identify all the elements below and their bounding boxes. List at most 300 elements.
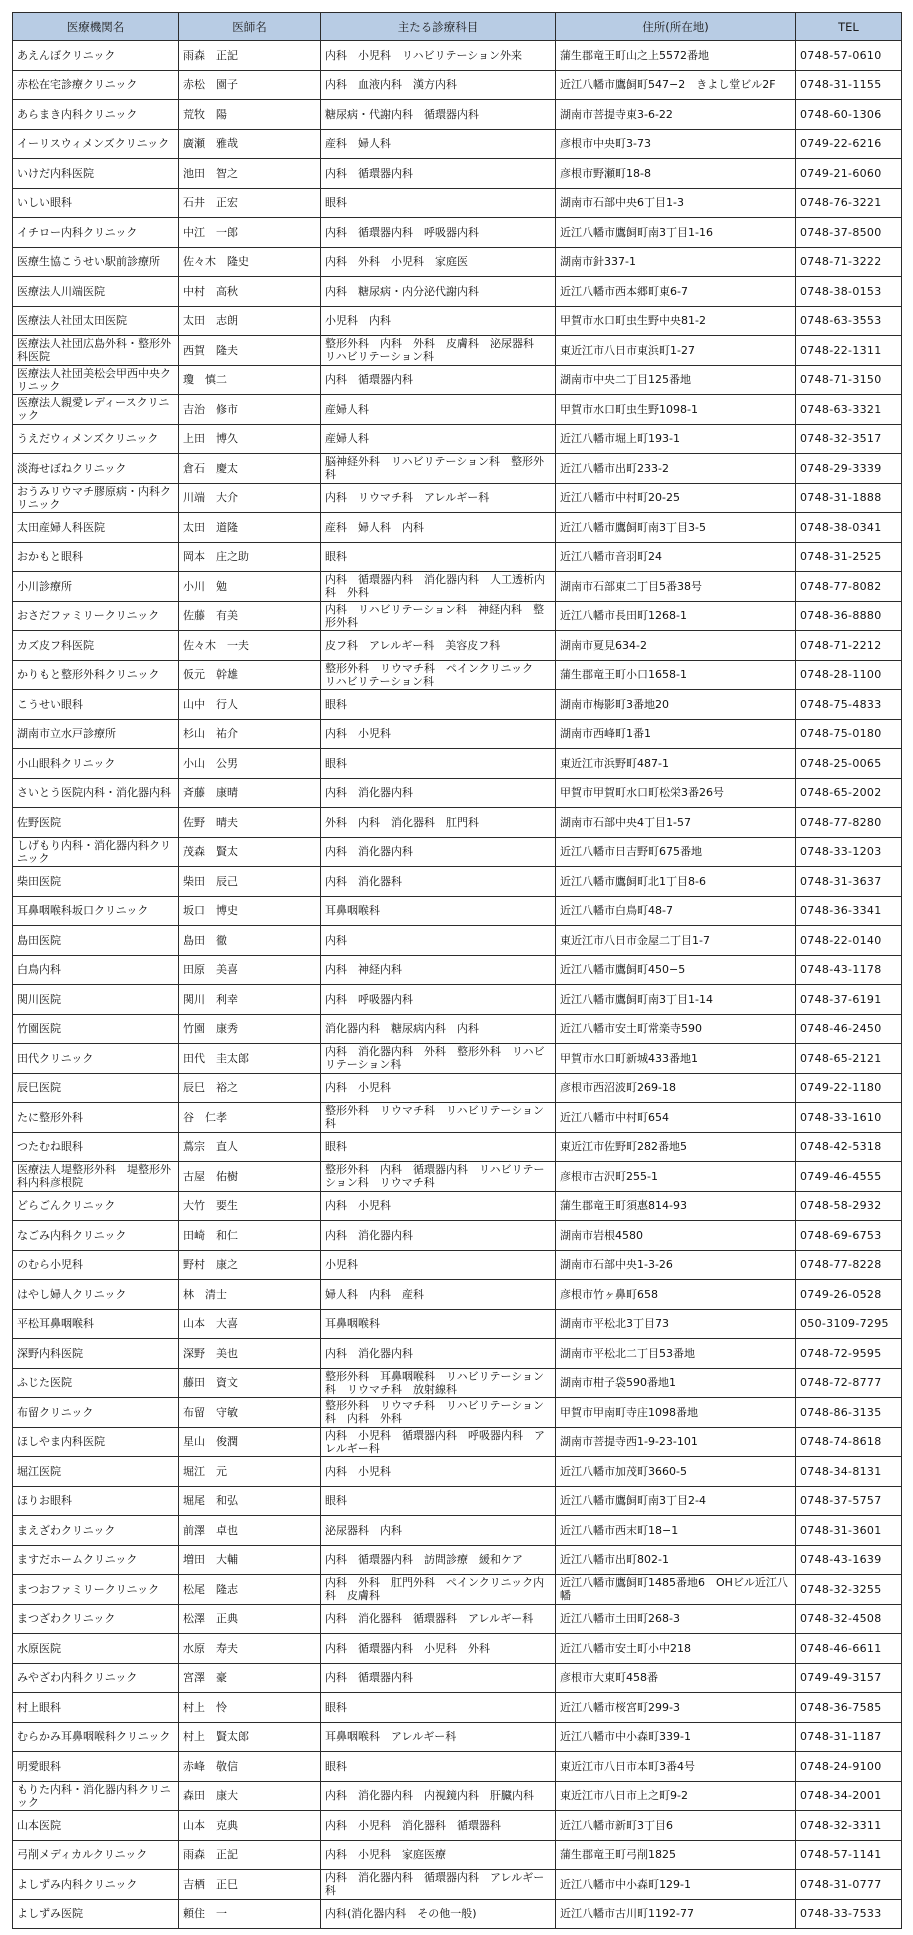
tel-cell: 0748-33-7533 [796, 1899, 902, 1929]
departments-cell: 整形外科 リウマチ科 リハビリテーション科 内科 外科 [321, 1398, 556, 1428]
table-row [13, 778, 902, 808]
facility-name-cell: まつざわクリニック [13, 1604, 179, 1634]
facility-name-cell: もりた内科・消化器内科クリニック [13, 1781, 179, 1811]
tel-cell: 0748-31-2525 [796, 542, 902, 572]
table-row [13, 454, 902, 484]
doctor-name-cell: 池田 智之 [179, 159, 321, 189]
departments-cell: 小児科 内科 [321, 306, 556, 336]
facility-name-cell: ふじた医院 [13, 1368, 179, 1398]
table-row [13, 483, 902, 513]
address-cell: 近江八幡市長田町1268-1 [556, 601, 796, 631]
doctor-name-cell: 吉栖 正巳 [179, 1870, 321, 1900]
tel-cell: 0748-37-6191 [796, 985, 902, 1015]
doctor-name-cell: 島田 徹 [179, 926, 321, 956]
tel-cell: 0748-31-1888 [796, 483, 902, 513]
table-row [13, 100, 902, 130]
facility-name-cell: 柴田医院 [13, 867, 179, 897]
doctor-name-cell: 星山 俊潤 [179, 1427, 321, 1457]
address-cell: 東近江市八日市金屋二丁目1-7 [556, 926, 796, 956]
tel-cell: 0748-43-1639 [796, 1545, 902, 1575]
facility-name-cell: 耳鼻咽喉科坂口クリニック [13, 896, 179, 926]
doctor-name-cell: 竹園 康秀 [179, 1014, 321, 1044]
address-cell: 近江八幡市加茂町3660-5 [556, 1457, 796, 1487]
address-cell: 蒲生郡竜王町山之上5572番地 [556, 41, 796, 71]
doctor-name-cell: 増田 大輔 [179, 1545, 321, 1575]
table-row [13, 1604, 902, 1634]
address-cell: 湖南市中央二丁目125番地 [556, 365, 796, 395]
table-row [13, 867, 902, 897]
doctor-name-cell: 谷 仁孝 [179, 1103, 321, 1133]
address-cell: 彦根市西沼波町269-18 [556, 1073, 796, 1103]
doctor-name-cell: 石井 正宏 [179, 188, 321, 218]
table-row [13, 277, 902, 307]
table-row [13, 542, 902, 572]
departments-cell: 消化器内科 糖尿病内科 内科 [321, 1014, 556, 1044]
tel-cell: 0748-77-8082 [796, 572, 902, 602]
tel-cell: 0748-36-7585 [796, 1693, 902, 1723]
tel-cell: 0748-42-5318 [796, 1132, 902, 1162]
departments-cell: 内科 消化器科 [321, 867, 556, 897]
doctor-name-cell: 野村 康之 [179, 1250, 321, 1280]
tel-cell: 0748-32-4508 [796, 1604, 902, 1634]
tel-cell: 0749-21-6060 [796, 159, 902, 189]
tel-cell: 0748-75-0180 [796, 719, 902, 749]
departments-cell: 脳神経外科 リハビリテーション科 整形外科 [321, 454, 556, 484]
table-row [13, 572, 902, 602]
doctor-name-cell: 深野 美也 [179, 1339, 321, 1369]
facility-name-cell: 布留クリニック [13, 1398, 179, 1428]
address-cell: 近江八幡市出町233-2 [556, 454, 796, 484]
tel-cell: 0748-37-8500 [796, 218, 902, 248]
facility-name-cell: あえんぼクリニック [13, 41, 179, 71]
table-row [13, 1634, 902, 1664]
departments-cell: 内科 消化器内科 [321, 1339, 556, 1369]
facility-name-cell: いしい眼科 [13, 188, 179, 218]
table-row [13, 1368, 902, 1398]
facility-name-cell: イチロー内科クリニック [13, 218, 179, 248]
doctor-name-cell: 佐藤 有美 [179, 601, 321, 631]
table-row [13, 395, 902, 425]
doctor-name-cell: 茂森 賢太 [179, 837, 321, 867]
departments-cell: 眼科 [321, 1486, 556, 1516]
doctor-name-cell: 赤峰 敬信 [179, 1752, 321, 1782]
doctor-name-cell: 柴田 辰己 [179, 867, 321, 897]
departments-cell: 産科 婦人科 内科 [321, 513, 556, 543]
departments-cell: 産婦人科 [321, 424, 556, 454]
departments-cell: 眼科 [321, 690, 556, 720]
table-row [13, 660, 902, 690]
doctor-name-cell: 雨森 正記 [179, 1840, 321, 1870]
facility-name-cell: 小川診療所 [13, 572, 179, 602]
facility-name-cell: ほりお眼科 [13, 1486, 179, 1516]
doctor-name-cell: 田代 圭太郎 [179, 1044, 321, 1074]
tel-cell: 0748-33-1610 [796, 1103, 902, 1133]
doctor-name-cell: 山本 克典 [179, 1811, 321, 1841]
tel-cell: 0748-31-0777 [796, 1870, 902, 1900]
departments-cell: 内科 循環器内科 [321, 1663, 556, 1693]
departments-cell: 内科 循環器内科 [321, 159, 556, 189]
doctor-name-cell: 小山 公男 [179, 749, 321, 779]
doctor-name-cell: 藤田 資文 [179, 1368, 321, 1398]
tel-cell: 0748-38-0341 [796, 513, 902, 543]
table-row [13, 1250, 902, 1280]
address-cell: 近江八幡市安土町常楽寺590 [556, 1014, 796, 1044]
address-cell: 近江八幡市白鳥町48-7 [556, 896, 796, 926]
address-cell: 湖南市石部中央6丁目1-3 [556, 188, 796, 218]
address-cell: 湖南市夏見634-2 [556, 631, 796, 661]
departments-cell: 内科 消化器内科 [321, 778, 556, 808]
departments-cell: 内科 循環器内科 消化器内科 人工透析内科 外科 [321, 572, 556, 602]
doctor-name-cell: 西賀 隆夫 [179, 336, 321, 366]
address-cell: 蒲生郡竜王町弓削1825 [556, 1840, 796, 1870]
address-cell: 近江八幡市日吉野町675番地 [556, 837, 796, 867]
tel-cell: 0748-76-3221 [796, 188, 902, 218]
departments-cell: 整形外科 リウマチ科 リハビリテーション科 [321, 1103, 556, 1133]
doctor-name-cell: 赤松 園子 [179, 70, 321, 100]
doctor-name-cell: 仮元 幹雄 [179, 660, 321, 690]
doctor-name-cell: 村上 賢太郎 [179, 1722, 321, 1752]
departments-cell: 内科 消化器科 循環器科 アレルギー科 [321, 1604, 556, 1634]
doctor-name-cell: 蔦宗 直人 [179, 1132, 321, 1162]
header-departments: 主たる診療科目 [321, 13, 556, 41]
address-cell: 湖南市平松北3丁目73 [556, 1309, 796, 1339]
tel-cell: 0749-22-6216 [796, 129, 902, 159]
departments-cell: 耳鼻咽喉科 [321, 896, 556, 926]
departments-cell: 内科(消化器内科 その他一般) [321, 1899, 556, 1929]
table-row [13, 1516, 902, 1546]
address-cell: 近江八幡市安土町小中218 [556, 1634, 796, 1664]
tel-cell: 0748-71-3222 [796, 247, 902, 277]
doctor-name-cell: 荒牧 陽 [179, 100, 321, 130]
tel-cell: 0748-32-3311 [796, 1811, 902, 1841]
table-row [13, 1398, 902, 1428]
tel-cell: 0748-57-1141 [796, 1840, 902, 1870]
facility-name-cell: 医療法人親愛レディースクリニック [13, 395, 179, 425]
doctor-name-cell: 佐野 晴夫 [179, 808, 321, 838]
table-row [13, 1663, 902, 1693]
table-row [13, 1044, 902, 1074]
table-row [13, 1103, 902, 1133]
table-row [13, 365, 902, 395]
address-cell: 近江八幡市中小森町339-1 [556, 1722, 796, 1752]
doctor-name-cell: 前澤 卓也 [179, 1516, 321, 1546]
tel-cell: 0748-77-8280 [796, 808, 902, 838]
doctor-name-cell: 佐々木 隆史 [179, 247, 321, 277]
table-row [13, 808, 902, 838]
departments-cell: 眼科 [321, 188, 556, 218]
departments-cell: 耳鼻咽喉科 [321, 1309, 556, 1339]
address-cell: 彦根市竹ヶ鼻町658 [556, 1280, 796, 1310]
doctor-name-cell: 中村 高秋 [179, 277, 321, 307]
departments-cell: 内科 神経内科 [321, 955, 556, 985]
departments-cell: 内科 消化器内科 内視鏡内科 肝臓内科 [321, 1781, 556, 1811]
departments-cell: 小児科 [321, 1250, 556, 1280]
doctor-name-cell: 坂口 博史 [179, 896, 321, 926]
table-row [13, 1280, 902, 1310]
departments-cell: 内科 血液内科 漢方内科 [321, 70, 556, 100]
tel-cell: 0748-36-3341 [796, 896, 902, 926]
facility-name-cell: 明愛眼科 [13, 1752, 179, 1782]
facility-name-cell: 田代クリニック [13, 1044, 179, 1074]
facility-name-cell: 水原医院 [13, 1634, 179, 1664]
facility-name-cell: 辰巳医院 [13, 1073, 179, 1103]
facility-name-cell: カズ皮フ科医院 [13, 631, 179, 661]
table-row [13, 926, 902, 956]
table-row [13, 837, 902, 867]
doctor-name-cell: 村上 怜 [179, 1693, 321, 1723]
doctor-name-cell: 中江 一郎 [179, 218, 321, 248]
facility-name-cell: こうせい眼科 [13, 690, 179, 720]
tel-cell: 0748-36-8880 [796, 601, 902, 631]
address-cell: 湖南市石部中央4丁目1-57 [556, 808, 796, 838]
address-cell: 近江八幡市新町3丁目6 [556, 1811, 796, 1841]
address-cell: 甲賀市甲南町寺庄1098番地 [556, 1398, 796, 1428]
tel-cell: 0748-57-0610 [796, 41, 902, 71]
departments-cell: 内科 循環器内科 小児科 外科 [321, 1634, 556, 1664]
tel-cell: 0748-24-9100 [796, 1752, 902, 1782]
doctor-name-cell: 雨森 正記 [179, 41, 321, 71]
facility-name-cell: いけだ内科医院 [13, 159, 179, 189]
tel-cell: 0748-31-1187 [796, 1722, 902, 1752]
address-cell: 湖南市岩根4580 [556, 1221, 796, 1251]
departments-cell: 皮フ科 アレルギー科 美容皮フ科 [321, 631, 556, 661]
table-row [13, 896, 902, 926]
address-cell: 近江八幡市堀上町193-1 [556, 424, 796, 454]
table-body [13, 41, 902, 1929]
clinic-list-sheet [12, 12, 902, 1929]
facility-name-cell: 医療法人堤整形外科 堤整形外科内科彦根院 [13, 1162, 179, 1192]
facility-name-cell: つたむね眼科 [13, 1132, 179, 1162]
doctor-name-cell: 瓊 慎二 [179, 365, 321, 395]
table-row [13, 188, 902, 218]
doctor-name-cell: 山中 行人 [179, 690, 321, 720]
facility-name-cell: おうみリウマチ膠原病・内科クリニック [13, 483, 179, 513]
table-row [13, 70, 902, 100]
address-cell: 蒲生郡竜王町須惠814-93 [556, 1191, 796, 1221]
departments-cell: 内科 小児科 家庭医療 [321, 1840, 556, 1870]
table-row [13, 247, 902, 277]
address-cell: 近江八幡市鷹飼町北1丁目8-6 [556, 867, 796, 897]
tel-cell: 0748-77-8228 [796, 1250, 902, 1280]
tel-cell: 0748-22-1311 [796, 336, 902, 366]
doctor-name-cell: 水原 寿夫 [179, 1634, 321, 1664]
address-cell: 湖南市菩提寺東3-6-22 [556, 100, 796, 130]
doctor-name-cell: 太田 志朗 [179, 306, 321, 336]
table-row [13, 129, 902, 159]
address-cell: 湖南市柑子袋590番地1 [556, 1368, 796, 1398]
tel-cell: 0748-46-6611 [796, 1634, 902, 1664]
address-cell: 近江八幡市出町802-1 [556, 1545, 796, 1575]
tel-cell: 0748-37-5757 [796, 1486, 902, 1516]
address-cell: 近江八幡市西本郷町東6-7 [556, 277, 796, 307]
tel-cell: 0748-63-3553 [796, 306, 902, 336]
departments-cell: 産科 婦人科 [321, 129, 556, 159]
departments-cell: 婦人科 内科 産科 [321, 1280, 556, 1310]
facility-name-cell: はやし婦人クリニック [13, 1280, 179, 1310]
table-row [13, 1840, 902, 1870]
address-cell: 湖南市西峰町1番1 [556, 719, 796, 749]
table-row [13, 1486, 902, 1516]
departments-cell: 内科 小児科 [321, 719, 556, 749]
departments-cell: 整形外科 内科 循環器内科 リハビリテーション科 リウマチ科 [321, 1162, 556, 1192]
table-row [13, 1693, 902, 1723]
facility-name-cell: 堀江医院 [13, 1457, 179, 1487]
doctor-name-cell: 小川 勉 [179, 572, 321, 602]
facility-name-cell: 赤松在宅診療クリニック [13, 70, 179, 100]
tel-cell: 0748-71-3150 [796, 365, 902, 395]
tel-cell: 0748-46-2450 [796, 1014, 902, 1044]
facility-name-cell: 小山眼科クリニック [13, 749, 179, 779]
facility-name-cell: 医療法人川端医院 [13, 277, 179, 307]
address-cell: 近江八幡市音羽町24 [556, 542, 796, 572]
facility-name-cell: 淡海せぼねクリニック [13, 454, 179, 484]
departments-cell: 内科 消化器内科 外科 整形外科 リハビリテーション科 [321, 1044, 556, 1074]
departments-cell: 内科 消化器内科 循環器内科 アレルギー科 [321, 1870, 556, 1900]
clinic-table [12, 12, 902, 1929]
doctor-name-cell: 堀尾 和弘 [179, 1486, 321, 1516]
address-cell: 近江八幡市鷹飼町南3丁目1-14 [556, 985, 796, 1015]
tel-cell: 0748-60-1306 [796, 100, 902, 130]
address-cell: 東近江市八日市上之町9-2 [556, 1781, 796, 1811]
departments-cell: 内科 外科 小児科 家庭医 [321, 247, 556, 277]
address-cell: 甲賀市水口町虫生野1098-1 [556, 395, 796, 425]
departments-cell: 整形外科 内科 外科 皮膚科 泌尿器科 リハビリテーション科 [321, 336, 556, 366]
facility-name-cell: 医療法人社団太田医院 [13, 306, 179, 336]
doctor-name-cell: 佐々木 一夫 [179, 631, 321, 661]
doctor-name-cell: 倉石 慶太 [179, 454, 321, 484]
table-row [13, 336, 902, 366]
facility-name-cell: みやざわ内科クリニック [13, 1663, 179, 1693]
tel-cell: 0748-38-0153 [796, 277, 902, 307]
address-cell: 近江八幡市鷹飼町547−2 きよし堂ビル2F [556, 70, 796, 100]
doctor-name-cell: 山本 大喜 [179, 1309, 321, 1339]
facility-name-cell: 竹園医院 [13, 1014, 179, 1044]
departments-cell: 耳鼻咽喉科 アレルギー科 [321, 1722, 556, 1752]
table-row [13, 1132, 902, 1162]
departments-cell: 内科 小児科 [321, 1457, 556, 1487]
facility-name-cell: 医療法人社団広島外科・整形外科医院 [13, 336, 179, 366]
departments-cell: 眼科 [321, 1752, 556, 1782]
doctor-name-cell: 吉治 修市 [179, 395, 321, 425]
table-row [13, 1722, 902, 1752]
facility-name-cell: かりもと整形外科クリニック [13, 660, 179, 690]
facility-name-cell: まえざわクリニック [13, 1516, 179, 1546]
departments-cell: 内科 小児科 リハビリテーション外来 [321, 41, 556, 71]
tel-cell: 0748-72-9595 [796, 1339, 902, 1369]
table-row [13, 41, 902, 71]
facility-name-cell: 深野内科医院 [13, 1339, 179, 1369]
doctor-name-cell: 松尾 隆志 [179, 1575, 321, 1605]
address-cell: 近江八幡市鷹飼町南3丁目2-4 [556, 1486, 796, 1516]
tel-cell: 0748-28-1100 [796, 660, 902, 690]
doctor-name-cell: 杉山 祐介 [179, 719, 321, 749]
tel-cell: 0749-49-3157 [796, 1663, 902, 1693]
table-row [13, 1752, 902, 1782]
departments-cell: 眼科 [321, 749, 556, 779]
tel-cell: 0748-65-2121 [796, 1044, 902, 1074]
departments-cell: 内科 小児科 循環器内科 呼吸器内科 アレルギー科 [321, 1427, 556, 1457]
address-cell: 甲賀市水口町虫生野中央81-2 [556, 306, 796, 336]
address-cell: 湖南市針337-1 [556, 247, 796, 277]
table-row [13, 1457, 902, 1487]
table-row [13, 1191, 902, 1221]
facility-name-cell: よしずみ内科クリニック [13, 1870, 179, 1900]
table-row [13, 1575, 902, 1605]
table-row [13, 719, 902, 749]
address-cell: 湖南市菩提寺西1-9-23-101 [556, 1427, 796, 1457]
facility-name-cell: 太田産婦人科医院 [13, 513, 179, 543]
table-row [13, 1162, 902, 1192]
address-cell: 彦根市古沢町255-1 [556, 1162, 796, 1192]
address-cell: 近江八幡市桜宮町299-3 [556, 1693, 796, 1723]
tel-cell: 0748-72-8777 [796, 1368, 902, 1398]
address-cell: 甲賀市水口町新城433番地1 [556, 1044, 796, 1074]
departments-cell: 眼科 [321, 1132, 556, 1162]
doctor-name-cell: 田原 美喜 [179, 955, 321, 985]
departments-cell: 整形外科 リウマチ科 ペインクリニック リハビリテーション科 [321, 660, 556, 690]
table-row [13, 601, 902, 631]
table-row [13, 1870, 902, 1900]
tel-cell: 0748-33-1203 [796, 837, 902, 867]
address-cell: 東近江市浜野町487-1 [556, 749, 796, 779]
tel-cell: 0749-46-4555 [796, 1162, 902, 1192]
tel-cell: 0748-65-2002 [796, 778, 902, 808]
departments-cell: 内科 小児科 [321, 1073, 556, 1103]
departments-cell: 内科 外科 肛門外科 ペインクリニック内科 皮膚科 [321, 1575, 556, 1605]
table-row [13, 1221, 902, 1251]
departments-cell: 糖尿病・代謝内科 循環器内科 [321, 100, 556, 130]
departments-cell: 内科 小児科 消化器科 循環器科 [321, 1811, 556, 1841]
tel-cell: 0748-31-1155 [796, 70, 902, 100]
table-row [13, 1073, 902, 1103]
tel-cell: 0748-32-3255 [796, 1575, 902, 1605]
facility-name-cell: 白鳥内科 [13, 955, 179, 985]
tel-cell: 0748-74-8618 [796, 1427, 902, 1457]
doctor-name-cell: 岡本 庄之助 [179, 542, 321, 572]
address-cell: 近江八幡市鷹飼町南3丁目1-16 [556, 218, 796, 248]
doctor-name-cell: 大竹 要生 [179, 1191, 321, 1221]
facility-name-cell: ほしやま内科医院 [13, 1427, 179, 1457]
facility-name-cell: 弓削メディカルクリニック [13, 1840, 179, 1870]
address-cell: 東近江市佐野町282番地5 [556, 1132, 796, 1162]
table-row [13, 1427, 902, 1457]
doctor-name-cell: 関川 利幸 [179, 985, 321, 1015]
departments-cell: 内科 リハビリテーション科 神経内科 整形外科 [321, 601, 556, 631]
facility-name-cell: むらかみ耳鼻咽喉科クリニック [13, 1722, 179, 1752]
doctor-name-cell: 林 清士 [179, 1280, 321, 1310]
table-row [13, 749, 902, 779]
address-cell: 東近江市八日市東浜町1-27 [556, 336, 796, 366]
departments-cell: 内科 循環器内科 [321, 365, 556, 395]
doctor-name-cell: 宮澤 豪 [179, 1663, 321, 1693]
facility-name-cell: おさだファミリークリニック [13, 601, 179, 631]
departments-cell: 眼科 [321, 542, 556, 572]
tel-cell: 0749-22-1180 [796, 1073, 902, 1103]
header-address: 住所(所在地) [556, 13, 796, 41]
header-tel: TEL [796, 13, 902, 41]
facility-name-cell: よしずみ医院 [13, 1899, 179, 1929]
table-row [13, 631, 902, 661]
tel-cell: 0748-31-3637 [796, 867, 902, 897]
facility-name-cell: さいとう医院内科・消化器内科 [13, 778, 179, 808]
departments-cell: 外科 内科 消化器科 肛門科 [321, 808, 556, 838]
doctor-name-cell: 森田 康大 [179, 1781, 321, 1811]
tel-cell: 0748-22-0140 [796, 926, 902, 956]
tel-cell: 0748-32-3517 [796, 424, 902, 454]
address-cell: 湖南市平松北二丁目53番地 [556, 1339, 796, 1369]
facility-name-cell: しげもり内科・消化器内科クリニック [13, 837, 179, 867]
tel-cell: 0748-43-1178 [796, 955, 902, 985]
